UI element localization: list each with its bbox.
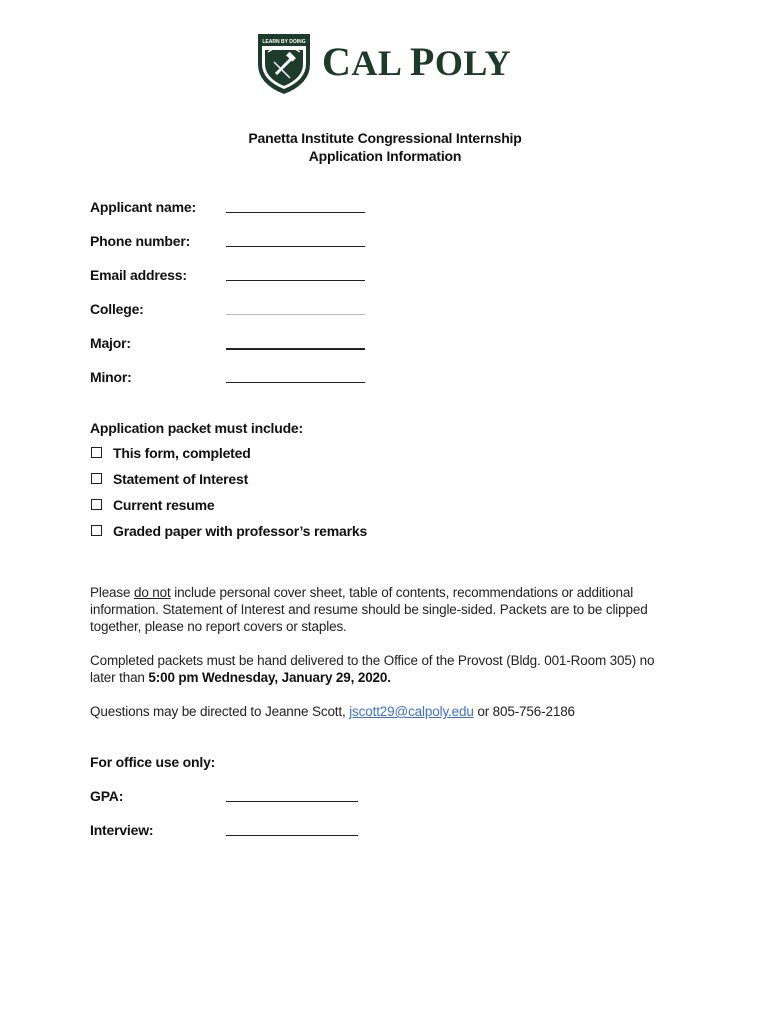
instructions-paragraph: Please do not include personal cover sheet, table of contents, recommendations or additional information. Statement of Interest and resume should be single-sided. Packets are to be clipped together, please no report covers or staples. <box>90 585 648 634</box>
major-field[interactable] <box>226 348 365 350</box>
office-use-heading: For office use only: <box>90 754 216 770</box>
email-address-field[interactable] <box>226 280 365 281</box>
checklist-item <box>91 445 251 461</box>
logo-wordmark: CAL POLY <box>322 39 512 84</box>
interview-field[interactable] <box>226 835 358 836</box>
cal-poly-logo <box>254 28 516 96</box>
checkbox-icon[interactable] <box>91 499 102 510</box>
college-label: College: <box>90 301 144 317</box>
form-subtitle: Application Information <box>308 148 462 164</box>
checklist-item-label: This form, completed <box>113 445 251 461</box>
email-address-label: Email address: <box>90 267 187 283</box>
email-link[interactable]: jscott29@calpoly.edu <box>349 704 474 719</box>
delivery-paragraph: Completed packets must be hand delivered to the Office of the Provost (Bldg. 001-Room 305) no later than 5:00 pm Wednesday, January 29, 2020. <box>90 653 655 685</box>
gpa-field[interactable] <box>226 801 358 802</box>
checkbox-icon[interactable] <box>91 473 102 484</box>
checklist-item <box>91 497 214 513</box>
applicant-name-label: Applicant name: <box>90 199 196 215</box>
minor-field[interactable] <box>226 382 365 383</box>
phone-number-label: Phone number: <box>90 233 191 249</box>
gpa-label: GPA: <box>90 788 124 804</box>
deadline-text: 5:00 pm Wednesday, January 29, 2020. <box>148 670 391 685</box>
do-not-emphasis: do not <box>133 585 171 600</box>
contact-paragraph: Questions may be directed to Jeanne Scott, jscott29@calpoly.edu or 805-756-2186 <box>90 704 575 719</box>
checklist-item <box>91 523 367 539</box>
packet-heading: Application packet must include: <box>90 420 303 436</box>
shield-icon <box>254 28 314 96</box>
checklist-item-label: Current resume <box>113 497 215 513</box>
college-field[interactable] <box>226 314 365 315</box>
applicant-name-field[interactable] <box>226 212 365 213</box>
checkbox-icon[interactable] <box>91 525 102 536</box>
phone-number-field[interactable] <box>226 246 365 247</box>
checklist-item-label: Graded paper with professor’s remarks <box>113 523 368 539</box>
form-title: Panetta Institute Congressional Internship <box>248 130 522 146</box>
checkbox-icon[interactable] <box>91 447 102 458</box>
interview-label: Interview: <box>90 822 154 838</box>
checklist-item-label: Statement of Interest <box>113 471 249 487</box>
checklist-item <box>91 471 248 487</box>
major-label: Major: <box>90 335 131 351</box>
minor-label: Minor: <box>90 369 132 385</box>
logo-motto: LEARN BY DOING <box>262 39 306 45</box>
